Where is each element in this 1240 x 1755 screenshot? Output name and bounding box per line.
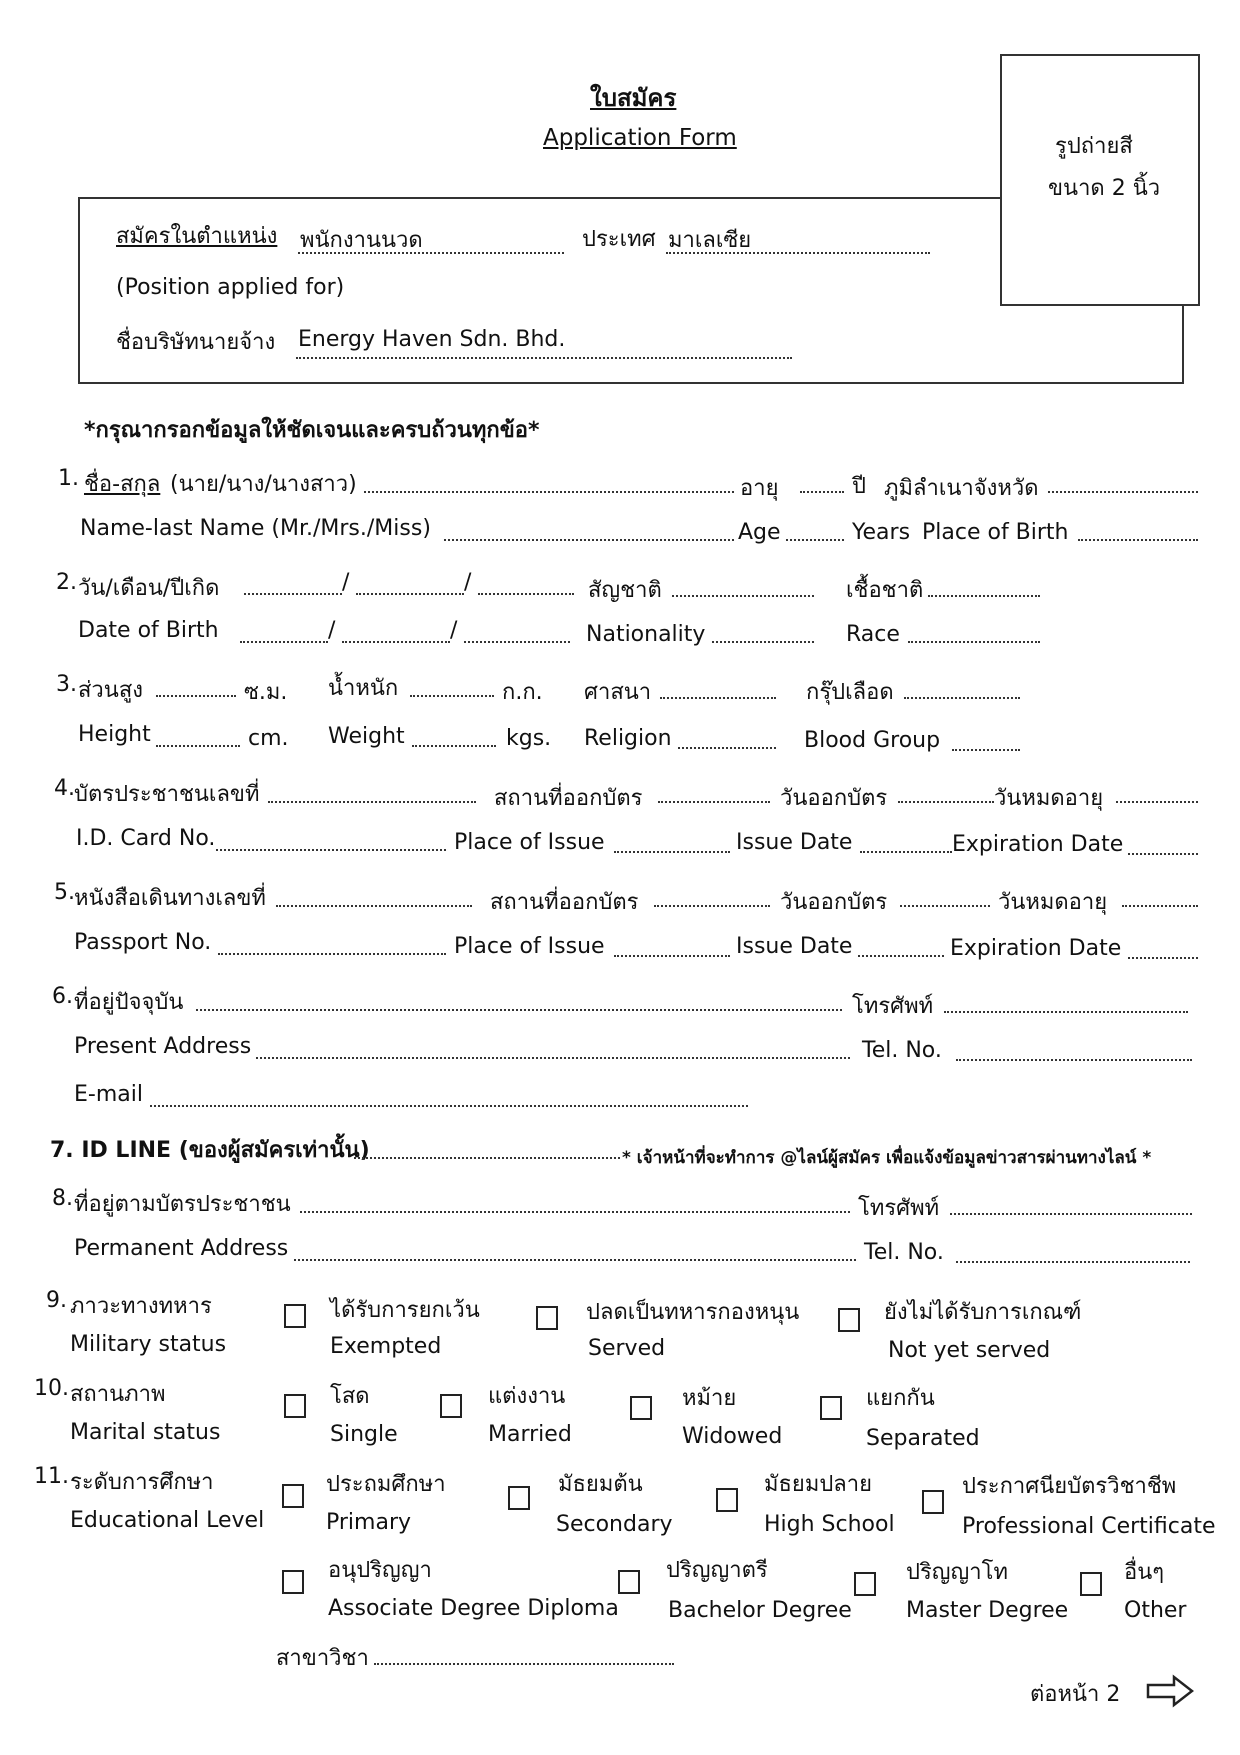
- q11-major-line[interactable]: [374, 1662, 674, 1665]
- q3-kg-th: ก.ก.: [502, 680, 543, 705]
- position-value: พนักงานนวด: [300, 228, 423, 253]
- q8-address-label-th: ที่อยู่ตามบัตรประชาชน: [74, 1192, 291, 1217]
- q2-slash-2: /: [464, 570, 472, 595]
- q4-place-line[interactable]: [658, 800, 770, 803]
- employer-value: Energy Haven Sdn. Bhd.: [298, 327, 566, 352]
- q8-address-line[interactable]: [300, 1210, 850, 1213]
- q4-place-line-en[interactable]: [614, 850, 730, 853]
- q9-not-yet-served-checkbox[interactable]: [838, 1308, 860, 1332]
- q10-single-th: โสด: [330, 1384, 370, 1409]
- q5-passport-line-en[interactable]: [218, 952, 446, 955]
- q3-height-line[interactable]: [156, 694, 236, 697]
- q11-professional-cert-checkbox[interactable]: [922, 1490, 944, 1514]
- q6-email-label: E-mail: [74, 1082, 143, 1107]
- q7-line-id-label: 7. ID LINE (ของผู้สมัครเท่านั้น): [50, 1138, 370, 1163]
- q5-place-label-th: สถานที่ออกบัตร: [490, 890, 639, 915]
- q4-number: 4.: [54, 776, 75, 801]
- q11-associate-checkbox[interactable]: [282, 1570, 304, 1594]
- next-page-label: ต่อหน้า 2: [1030, 1682, 1121, 1707]
- q1-age-label-en: Age: [738, 520, 781, 545]
- q11-bachelor-en: Bachelor Degree: [668, 1598, 852, 1623]
- q1-birthplace-line-en[interactable]: [1078, 538, 1198, 541]
- q1-years-label-en: Years: [852, 520, 911, 545]
- q2-dob-label-th: วัน/เดือน/ปีเกิด: [78, 576, 220, 601]
- q3-height-label-en: Height: [78, 722, 151, 747]
- q11-high-school-checkbox[interactable]: [716, 1488, 738, 1512]
- q1-age-label-th: อายุ: [740, 476, 779, 501]
- q10-widowed-checkbox[interactable]: [630, 1396, 652, 1420]
- q3-height-label-th: ส่วนสูง: [78, 678, 143, 703]
- q10-married-th: แต่งงาน: [488, 1384, 566, 1409]
- q5-passport-line[interactable]: [276, 904, 472, 907]
- q11-other-th: อื่นๆ: [1124, 1560, 1165, 1585]
- arrow-right-icon[interactable]: [1146, 1674, 1194, 1708]
- q2-slash-4: /: [450, 618, 458, 643]
- q5-issue-line[interactable]: [900, 904, 990, 907]
- q11-number: 11.: [34, 1464, 69, 1489]
- q2-race-line[interactable]: [928, 594, 1040, 597]
- q4-exp-line[interactable]: [1116, 800, 1198, 803]
- q4-exp-label-en: Expiration Date: [952, 832, 1124, 857]
- q10-label-th: สถานภาพ: [70, 1382, 166, 1407]
- q6-address-label-en: Present Address: [74, 1034, 252, 1059]
- q4-id-label-th: บัตรประชาชนเลขที่: [74, 782, 260, 807]
- q11-label-th: ระดับการศึกษา: [70, 1470, 214, 1495]
- q6-tel-line[interactable]: [944, 1010, 1188, 1013]
- q8-tel-line-en[interactable]: [956, 1260, 1190, 1263]
- q2-nationality-label-en: Nationality: [586, 622, 706, 647]
- country-line[interactable]: [666, 251, 930, 254]
- q2-month-line-en[interactable]: [342, 640, 450, 643]
- q3-blood-line[interactable]: [904, 696, 1020, 699]
- q10-widowed-th: หม้าย: [682, 1386, 737, 1411]
- q10-number: 10.: [34, 1376, 69, 1401]
- q3-height-line-en[interactable]: [156, 744, 240, 747]
- q4-issue-line[interactable]: [898, 800, 994, 803]
- q7-note: * เจ้าหน้าที่จะทำการ @ไลน์ผู้สมัคร เพื่อแจ้งข้อมูลข่าวสารผ่านทางไลน์ *: [622, 1148, 1152, 1168]
- q5-passport-label-en: Passport No.: [74, 930, 212, 955]
- q6-address-label-th: ที่อยู่ปัจจุบัน: [74, 990, 184, 1015]
- q11-high-school-th: มัธยมปลาย: [764, 1472, 873, 1497]
- q3-cm-en: cm.: [248, 726, 289, 751]
- q11-secondary-th: มัธยมต้น: [558, 1472, 643, 1497]
- q5-place-line-en[interactable]: [614, 954, 730, 957]
- q2-slash-3: /: [328, 618, 336, 643]
- q5-place-line[interactable]: [654, 904, 770, 907]
- q7-line-id-line[interactable]: [354, 1156, 620, 1159]
- country-value: มาเลเซีย: [668, 228, 752, 253]
- q3-weight-label-th: น้ำหนัก: [328, 676, 399, 701]
- photo-label-line2: ขนาด 2 นิ้ว: [1048, 176, 1161, 201]
- q2-nationality-label-th: สัญชาติ: [588, 578, 662, 603]
- q1-birthplace-label-th: ภูมิลำเนาจังหวัด: [884, 476, 1039, 501]
- q1-number: 1.: [58, 466, 79, 491]
- q4-exp-label-th: วันหมดอายุ: [994, 786, 1104, 811]
- q5-exp-line-en[interactable]: [1128, 956, 1198, 959]
- q9-exempted-th: ได้รับการยกเว้น: [330, 1298, 480, 1323]
- q9-not-yet-served-en: Not yet served: [888, 1338, 1051, 1363]
- q11-other-checkbox[interactable]: [1080, 1572, 1102, 1596]
- q10-label-en: Marital status: [70, 1420, 221, 1445]
- q1-name-line-en[interactable]: [444, 538, 734, 541]
- q5-passport-label-th: หนังสือเดินทางเลขที่: [74, 886, 266, 911]
- q3-religion-label-th: ศาสนา: [584, 680, 652, 705]
- q3-number: 3.: [56, 672, 77, 697]
- q9-served-en: Served: [588, 1336, 666, 1361]
- q8-tel-label-th: โทรศัพท์: [858, 1196, 940, 1221]
- q11-master-en: Master Degree: [906, 1598, 1069, 1623]
- q6-email-line[interactable]: [150, 1104, 748, 1107]
- q4-exp-line-en[interactable]: [1128, 852, 1198, 855]
- position-line[interactable]: [298, 251, 564, 254]
- q11-bachelor-th: ปริญญาตรี: [666, 1558, 768, 1583]
- q11-bachelor-checkbox[interactable]: [618, 1570, 640, 1594]
- q4-issue-label-en: Issue Date: [736, 830, 853, 855]
- q2-nationality-line[interactable]: [672, 594, 814, 597]
- q3-blood-label-en: Blood Group: [804, 728, 941, 753]
- q10-separated-checkbox[interactable]: [820, 1396, 842, 1420]
- q9-number: 9.: [46, 1288, 67, 1313]
- q9-exempted-checkbox[interactable]: [284, 1304, 306, 1328]
- position-label-english: (Position applied for): [116, 275, 345, 300]
- q11-master-checkbox[interactable]: [854, 1572, 876, 1596]
- q6-number: 6.: [52, 984, 73, 1009]
- q2-slash-1: /: [342, 570, 350, 595]
- q11-primary-checkbox[interactable]: [282, 1484, 304, 1508]
- q11-secondary-en: Secondary: [556, 1512, 673, 1537]
- q4-issue-label-th: วันออกบัตร: [780, 786, 888, 811]
- q9-exempted-en: Exempted: [330, 1334, 442, 1359]
- q2-year-line[interactable]: [478, 592, 574, 595]
- q11-major-label: สาขาวิชา: [276, 1646, 369, 1671]
- q4-issue-line-en[interactable]: [860, 850, 952, 853]
- q1-name-line[interactable]: [364, 490, 734, 493]
- q1-name-label-en: Name-last Name (Mr./Mrs./Miss): [80, 516, 431, 541]
- q5-exp-label-en: Expiration Date: [950, 936, 1122, 961]
- q3-blood-line-en[interactable]: [952, 748, 1020, 751]
- instruction: *กรุณากรอกข้อมูลให้ชัดเจนและครบถ้วนทุกข้อ*: [84, 418, 540, 443]
- q11-associate-th: อนุปริญญา: [328, 1558, 432, 1583]
- q10-married-checkbox[interactable]: [440, 1394, 462, 1418]
- q5-number: 5.: [54, 880, 75, 905]
- country-label: ประเทศ: [582, 227, 656, 252]
- q6-address-line-en[interactable]: [256, 1056, 850, 1059]
- q3-kg-en: kgs.: [506, 726, 552, 751]
- q5-issue-label-th: วันออกบัตร: [780, 890, 888, 915]
- q11-label-en: Educational Level: [70, 1508, 265, 1533]
- q8-number: 8.: [52, 1186, 73, 1211]
- q11-master-th: ปริญญาโท: [906, 1560, 1008, 1585]
- q2-month-line[interactable]: [356, 592, 464, 595]
- q10-single-en: Single: [330, 1422, 398, 1447]
- q2-day-line-en[interactable]: [240, 640, 328, 643]
- q3-religion-line[interactable]: [660, 696, 776, 699]
- q5-place-label-en: Place of Issue: [454, 934, 605, 959]
- q9-not-yet-served-th: ยังไม่ได้รับการเกณฑ์: [884, 1300, 1082, 1325]
- q8-address-label-en: Permanent Address: [74, 1236, 289, 1261]
- q10-separated-th: แยกกัน: [866, 1386, 935, 1411]
- q9-label-th: ภาวะทางทหาร: [70, 1294, 212, 1319]
- q11-other-en: Other: [1124, 1598, 1187, 1623]
- q9-label-en: Military status: [70, 1332, 227, 1357]
- q2-race-line-en[interactable]: [908, 640, 1040, 643]
- q11-secondary-checkbox[interactable]: [508, 1486, 530, 1510]
- q5-exp-line[interactable]: [1122, 904, 1198, 907]
- q10-single-checkbox[interactable]: [284, 1394, 306, 1418]
- q10-separated-en: Separated: [866, 1426, 980, 1451]
- q2-nationality-line-en[interactable]: [712, 640, 814, 643]
- q2-dob-label-en: Date of Birth: [78, 618, 219, 643]
- q8-address-line-en[interactable]: [294, 1258, 856, 1261]
- q3-religion-line-en[interactable]: [678, 746, 776, 749]
- q4-id-line[interactable]: [268, 800, 476, 803]
- q2-year-line-en[interactable]: [464, 640, 570, 643]
- q1-birthplace-label-en: Place of Birth: [922, 520, 1069, 545]
- q5-issue-line-en[interactable]: [858, 954, 944, 957]
- q1-age-line-en[interactable]: [786, 538, 844, 541]
- q9-served-th: ปลดเป็นทหารกองหนุน: [586, 1300, 800, 1325]
- q8-tel-label-en: Tel. No.: [864, 1240, 944, 1265]
- q3-cm-th: ซ.ม.: [244, 680, 288, 705]
- q6-tel-label-th: โทรศัพท์: [852, 994, 934, 1019]
- form-title-english: Application Form: [543, 125, 737, 151]
- photo-label-line1: รูปถ่ายสี: [1055, 134, 1133, 159]
- q2-race-label-th: เชื้อชาติ: [846, 578, 924, 603]
- q11-associate-en: Associate Degree Diploma: [328, 1596, 619, 1621]
- q1-name-label-th: ชื่อ-สกุล: [84, 472, 161, 497]
- position-label: สมัครในตำแหน่ง: [116, 224, 278, 249]
- q8-tel-line[interactable]: [950, 1212, 1192, 1215]
- q11-high-school-en: High School: [764, 1512, 895, 1537]
- q2-day-line[interactable]: [244, 592, 342, 595]
- q1-birthplace-line[interactable]: [1048, 490, 1198, 493]
- q1-title-label-th: (นาย/นาง/นางสาว): [170, 472, 357, 497]
- q6-address-line[interactable]: [196, 1008, 842, 1011]
- q1-years-label-th: ปี: [852, 474, 866, 499]
- form-title-thai: ใบสมัคร: [590, 84, 677, 112]
- q11-professional-cert-en: Professional Certificate: [962, 1514, 1216, 1539]
- q4-place-label-en: Place of Issue: [454, 830, 605, 855]
- q6-tel-label-en: Tel. No.: [862, 1038, 942, 1063]
- q10-married-en: Married: [488, 1422, 572, 1447]
- q11-professional-cert-th: ประกาศนียบัตรวิชาชีพ: [962, 1474, 1177, 1499]
- q3-blood-label-th: กรุ๊ปเลือด: [806, 680, 894, 705]
- q4-id-line-en[interactable]: [216, 848, 446, 851]
- q6-tel-line-en[interactable]: [956, 1058, 1192, 1061]
- q11-primary-th: ประถมศึกษา: [326, 1472, 446, 1497]
- q3-weight-line-en[interactable]: [412, 744, 496, 747]
- employer-label: ชื่อบริษัทนายจ้าง: [116, 330, 276, 355]
- q2-race-label-en: Race: [846, 622, 900, 647]
- q5-issue-label-en: Issue Date: [736, 934, 853, 959]
- q2-number: 2.: [56, 570, 77, 595]
- q3-weight-line[interactable]: [410, 694, 494, 697]
- q4-place-label-th: สถานที่ออกบัตร: [494, 786, 643, 811]
- q9-served-checkbox[interactable]: [536, 1306, 558, 1330]
- employer-line[interactable]: [296, 356, 792, 359]
- q11-primary-en: Primary: [326, 1510, 412, 1535]
- q3-weight-label-en: Weight: [328, 724, 405, 749]
- q1-age-line[interactable]: [800, 490, 844, 493]
- q5-exp-label-th: วันหมดอายุ: [998, 890, 1108, 915]
- q10-widowed-en: Widowed: [682, 1424, 783, 1449]
- q3-religion-label-en: Religion: [584, 726, 672, 751]
- q4-id-label-en: I.D. Card No.: [76, 826, 216, 851]
